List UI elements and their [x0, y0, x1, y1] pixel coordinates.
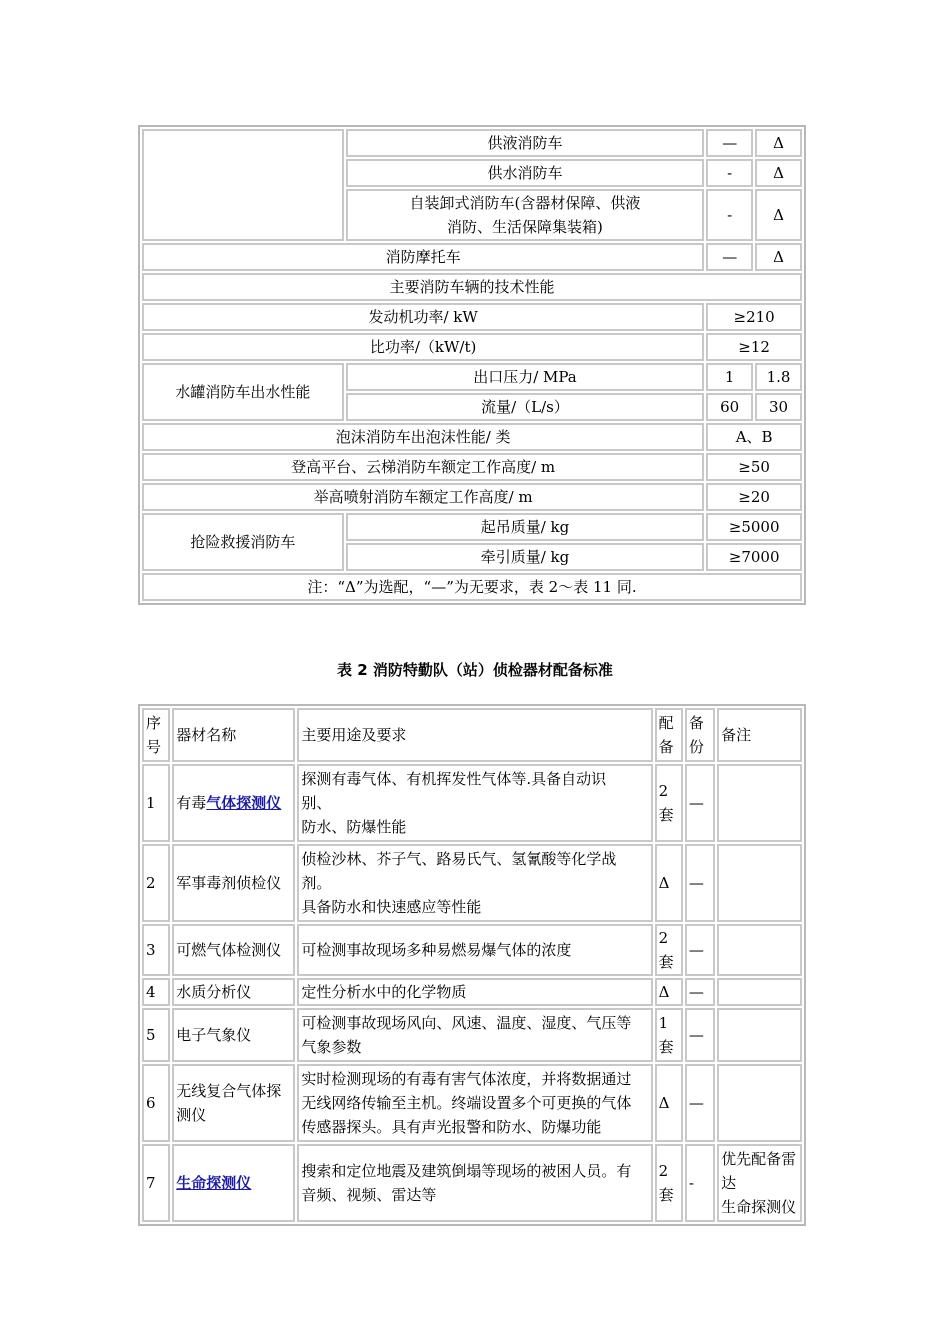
cell-name: 发动机功率/ kW — [142, 303, 704, 331]
cell-a: 60 — [706, 393, 753, 421]
cell-use: 搜索和定位地震及建筑倒塌等现场的被困人员。有 音频、视频、雷达等 — [297, 1144, 652, 1222]
cell-b: Δ — [755, 243, 802, 271]
cell-config: Δ — [655, 978, 683, 1006]
cell-a: 1 — [706, 363, 753, 391]
table-row — [142, 423, 802, 451]
cell-seq: 4 — [142, 978, 170, 1006]
cell-name: 举高喷射消防车额定工作高度/ m — [142, 483, 704, 511]
table-caption: 表 2 消防特勤队（站）侦检器材配备标准 — [337, 661, 613, 679]
cell-seq: 5 — [142, 1008, 170, 1062]
cell-backup: — — [685, 924, 715, 976]
cell-use: 可检测事故现场风向、风速、温度、湿度、气压等 气象参数 — [297, 1008, 652, 1062]
cell-note — [717, 978, 802, 1006]
line: 消防、生活保障集装箱) — [447, 218, 603, 236]
cell-note — [717, 924, 802, 976]
cell-note — [717, 764, 802, 842]
table-row — [142, 573, 802, 601]
cell-backup: — — [685, 764, 715, 842]
table-row — [142, 764, 802, 842]
cell-name: 泡沫消防车出泡沫性能/ 类 — [142, 423, 704, 451]
cell-name: 有毒气体探测仪 — [172, 764, 295, 842]
cell-a: - — [706, 159, 753, 187]
cell-name: 水质分析仪 — [172, 978, 295, 1006]
cell-b: 30 — [755, 393, 802, 421]
cell-name: 电子气象仪 — [172, 1008, 295, 1062]
cell-value: ≥50 — [706, 453, 802, 481]
cell-note — [717, 1064, 802, 1142]
cell-use: 实时检测现场的有毒有害气体浓度，并将数据通过 无线网络传输至主机。终端设置多个可更换的气体 传感器探头。具有声光报警和防水、防爆功能 — [297, 1064, 652, 1142]
cell-config: 2 套 — [655, 1144, 683, 1222]
table-row — [142, 243, 802, 271]
table-row — [142, 363, 802, 391]
group-label: 抢险救援消防车 — [142, 513, 344, 571]
table-note: 注：“Δ”为选配，“—”为无要求，表 2～表 11 同. — [142, 573, 802, 601]
cell-value: ≥20 — [706, 483, 802, 511]
table-row — [142, 129, 802, 157]
cell-config: Δ — [655, 1064, 683, 1142]
table-row — [142, 844, 802, 922]
table-header-row — [142, 708, 802, 762]
cell-use: 可检测事故现场多种易燃易爆气体的浓度 — [297, 924, 652, 976]
cell-name: 无线复合气体探 测仪 — [172, 1064, 295, 1142]
table-row — [142, 1064, 802, 1142]
vehicle-standards-table — [138, 125, 806, 605]
cell-name: 比功率/（kW/t) — [142, 333, 704, 361]
cell-name — [172, 1144, 295, 1222]
header-seq: 序 号 — [142, 708, 170, 762]
header-config: 配 备 — [655, 708, 683, 762]
cell-name: 可燃气体检测仪 — [172, 924, 295, 976]
cell-seq: 7 — [142, 1144, 170, 1222]
cell-name: 起吊质量/ kg — [346, 513, 705, 541]
cell-name: 登高平台、云梯消防车额定工作高度/ m — [142, 453, 704, 481]
cell-config: Δ — [655, 844, 683, 922]
detection-equipment-table — [138, 704, 806, 1226]
cell-value: ≥7000 — [706, 543, 802, 571]
header-backup: 备 份 — [685, 708, 715, 762]
cell-name: 出口压力/ MPa — [346, 363, 705, 391]
cell-seq: 6 — [142, 1064, 170, 1142]
cell-a: — — [706, 243, 753, 271]
cell-use: 定性分析水中的化学物质 — [297, 978, 652, 1006]
cell-backup: — — [685, 844, 715, 922]
cell-name: 军事毒剂侦检仪 — [172, 844, 295, 922]
cell-use: 探测有毒气体、有机挥发性气体等.具备自动识 别、 防水、防爆性能 — [297, 764, 652, 842]
cell-name: 流量/（L/s） — [346, 393, 705, 421]
header-name: 器材名称 — [172, 708, 295, 762]
group-label: 水罐消防车出水性能 — [142, 363, 344, 421]
cell-value: A、B — [706, 423, 802, 451]
cell-backup: - — [685, 1144, 715, 1222]
cell-value: ≥12 — [706, 333, 802, 361]
cell-config: 1 套 — [655, 1008, 683, 1062]
table-row — [142, 513, 802, 541]
cell-seq: 3 — [142, 924, 170, 976]
cell-backup: — — [685, 1064, 715, 1142]
cell-name: 消防摩托车 — [142, 243, 704, 271]
cell-use: 侦检沙林、芥子气、路易氏气、氢氰酸等化学战 剂。 具备防水和快速感应等性能 — [297, 844, 652, 922]
cell-backup: — — [685, 978, 715, 1006]
table-row — [142, 483, 802, 511]
table-row — [142, 303, 802, 331]
table-row — [142, 978, 802, 1006]
section-heading: 主要消防车辆的技术性能 — [142, 273, 802, 301]
cell-seq: 1 — [142, 764, 170, 842]
cell-b: 1.8 — [755, 363, 802, 391]
cell-value: ≥5000 — [706, 513, 802, 541]
cell-note — [717, 1008, 802, 1062]
cell-name: 牵引质量/ kg — [346, 543, 705, 571]
blank-cell — [142, 129, 344, 241]
line: 自装卸式消防车(含器材保障、供液 — [409, 194, 641, 212]
cell-backup: — — [685, 1008, 715, 1062]
cell-config: 2 套 — [655, 764, 683, 842]
gas-detector-link[interactable]: 气体探测仪 — [206, 794, 282, 812]
cell-note: 优先配备雷 达 生命探测仪 — [717, 1144, 802, 1222]
cell-b: Δ — [755, 189, 802, 241]
table-row — [142, 1008, 802, 1062]
table-row — [142, 273, 802, 301]
table-row — [142, 453, 802, 481]
header-note: 备注 — [717, 708, 802, 762]
cell-a: - — [706, 189, 753, 241]
cell-b: Δ — [755, 159, 802, 187]
cell-b: Δ — [755, 129, 802, 157]
life-detector-link[interactable]: 生命探测仪 — [176, 1174, 252, 1192]
cell-config: 2 套 — [655, 924, 683, 976]
table-row — [142, 924, 802, 976]
cell-name — [346, 189, 705, 241]
cell-seq: 2 — [142, 844, 170, 922]
cell-note — [717, 844, 802, 922]
cell-value: ≥210 — [706, 303, 802, 331]
header-use: 主要用途及要求 — [297, 708, 652, 762]
cell-name: 供水消防车 — [346, 159, 705, 187]
table-row — [142, 333, 802, 361]
table-row — [142, 1144, 802, 1222]
cell-name: 供液消防车 — [346, 129, 705, 157]
cell-a: — — [706, 129, 753, 157]
